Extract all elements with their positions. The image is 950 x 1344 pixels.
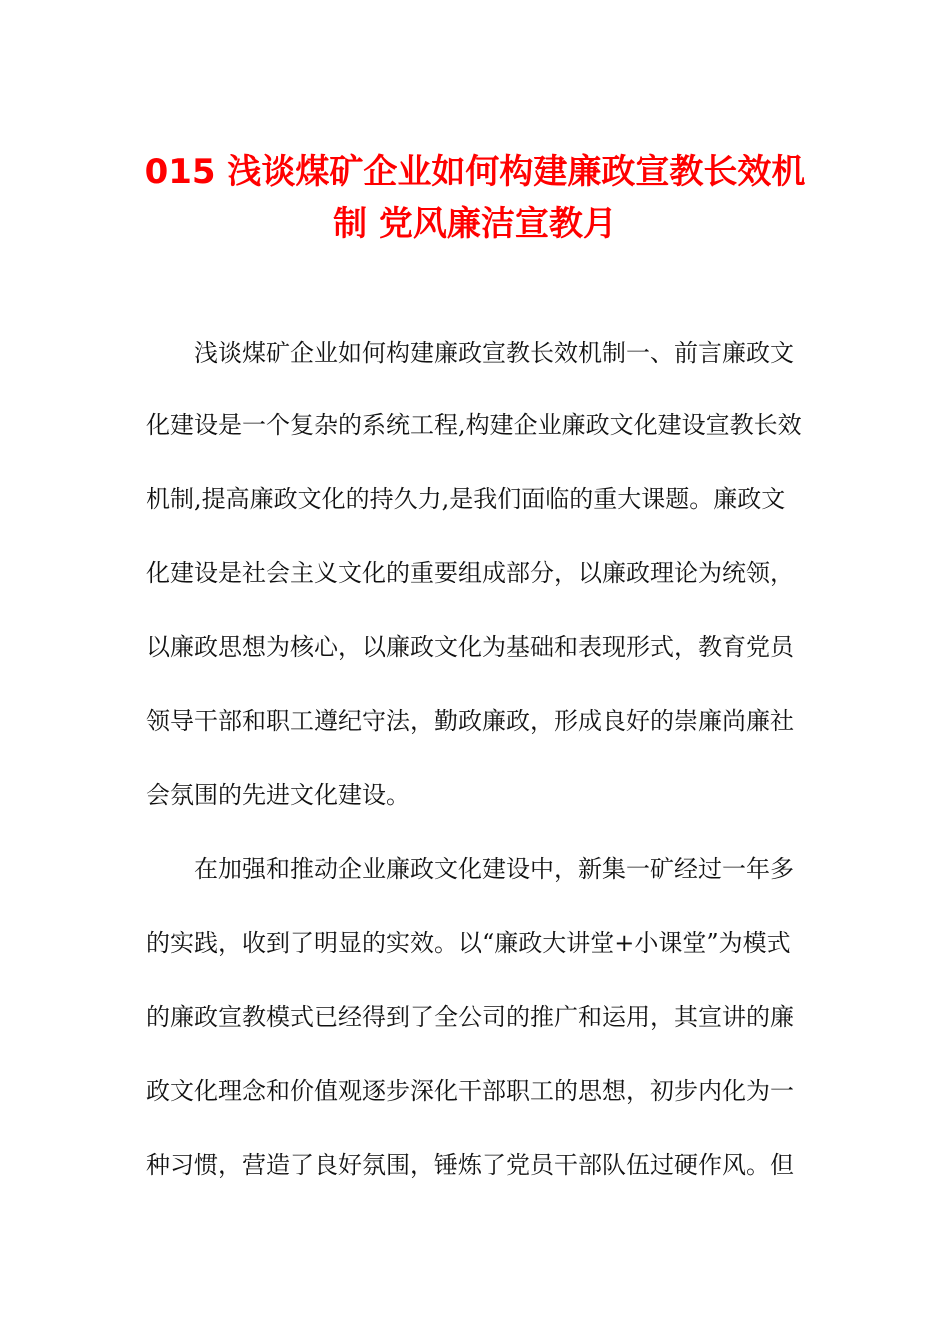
paragraph-1-line-4: 化建设是社会主义文化的重要组成部分，以廉政理论为统领， [146,559,794,587]
paragraph-2-line-1: 在加强和推动企业廉政文化建设中，新集一矿经过一年多 [194,855,794,883]
paragraph-1-line-5: 以廉政思想为核心，以廉政文化为基础和表现形式，教育党员 [146,633,794,661]
paragraph-1-line-7: 会氛围的先进文化建设。 [146,781,410,809]
document-title [140,146,810,250]
paragraph-2-line-4: 政文化理念和价值观逐步深化干部职工的思想，初步内化为一 [146,1077,794,1105]
paragraph-2-line-5: 种习惯，营造了良好氛围，锤炼了党员干部队伍过硬作风。但 [146,1151,794,1179]
paragraph-2-line-3: 的廉政宣教模式已经得到了全公司的推广和运用，其宣讲的廉 [146,1003,794,1031]
paragraph-1-line-2: 化建设是一个复杂的系统工程,构建企业廉政文化建设宣教长效 [146,411,802,439]
paragraph-1-line-6: 领导干部和职工遵纪守法，勤政廉政，形成良好的崇廉尚廉社 [146,707,794,735]
title-line-1: 015 浅谈煤矿企业如何构建廉政宣教长效机 [144,152,806,192]
paragraph-1-line-1: 浅谈煤矿企业如何构建廉政宣教长效机制一、前言廉政文 [194,339,794,367]
paragraph-1-line-3: 机制,提高廉政文化的持久力,是我们面临的重大课题。廉政文 [146,485,786,513]
title-line-2: 制 党风廉洁宣教月 [333,204,617,244]
paragraph-2-line-2: 的实践，收到了明显的实效。以“廉政大讲堂+小课堂”为模式 [146,929,791,957]
